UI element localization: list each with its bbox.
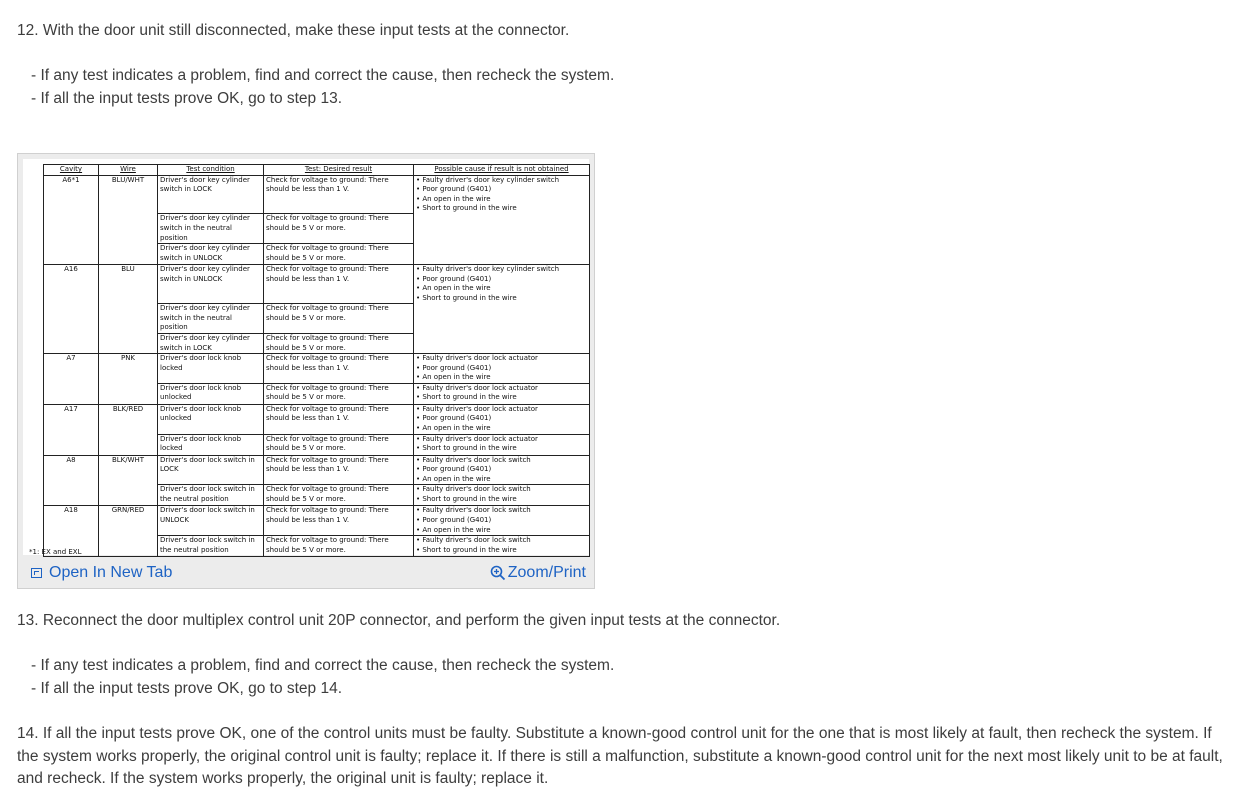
table-row xyxy=(44,404,590,434)
zoom-icon xyxy=(490,565,506,581)
test-condition-cell: Driver's door lock switch in the neutral position xyxy=(158,536,264,557)
desired-result-cell: Check for voltage to ground: There should be less than 1 V. xyxy=(264,404,414,434)
wire-cell xyxy=(99,383,158,404)
wire-cell xyxy=(99,333,158,353)
possible-cause-cell xyxy=(414,214,590,244)
step-13-bullet: - If any test indicates a problem, find and correct the cause, then recheck the system. xyxy=(31,657,615,674)
cause-item: • Faulty driver's door lock switch xyxy=(416,455,531,464)
cause-item: • Poor ground (G401) xyxy=(416,465,492,474)
wire-cell xyxy=(99,214,158,244)
desired-result-cell: Check for voltage to ground: There should be 5 V or more. xyxy=(264,214,414,244)
test-condition-cell: Driver's door key cylinder switch in LOCK xyxy=(158,333,264,353)
desired-result-cell: Check for voltage to ground: There should be 5 V or more. xyxy=(264,536,414,557)
cause-item: • Faulty driver's door lock actuator xyxy=(416,434,538,443)
possible-cause-cell xyxy=(414,333,590,353)
table-row xyxy=(44,434,590,455)
cause-item: • Faulty driver's door lock switch xyxy=(416,506,531,515)
cause-item: • An open in the wire xyxy=(416,373,491,382)
wire-cell: BLU/WHT xyxy=(99,175,158,214)
cavity-cell: A7 xyxy=(44,354,99,384)
cause-item: • Faulty driver's door lock actuator xyxy=(416,383,538,392)
input-test-table-image xyxy=(23,159,589,555)
cavity-cell: A18 xyxy=(44,506,99,536)
cavity-cell: A8 xyxy=(44,455,99,485)
desired-result-cell: Check for voltage to ground: There should be 5 V or more. xyxy=(264,304,414,334)
possible-cause-cell xyxy=(414,455,590,485)
zoom-print-label: Zoom/Print xyxy=(507,564,586,581)
desired-result-cell: Check for voltage to ground: There should be less than 1 V. xyxy=(264,265,414,304)
test-condition-cell: Driver's door key cylinder switch in UNLOCK xyxy=(158,265,264,304)
wire-cell xyxy=(99,304,158,334)
header-test-condition: Test condition xyxy=(158,165,264,176)
table-row xyxy=(44,244,590,265)
cause-item: • Short to ground in the wire xyxy=(416,495,517,504)
cause-item: • Short to ground in the wire xyxy=(416,545,517,554)
table-row xyxy=(44,214,590,244)
header-desired-result: Test: Desired result xyxy=(264,165,414,176)
cause-item: • An open in the wire xyxy=(416,474,491,483)
cause-item: • Short to ground in the wire xyxy=(416,294,517,303)
cause-item: • Poor ground (G401) xyxy=(416,414,492,423)
cause-item: • An open in the wire xyxy=(416,424,491,433)
figure-container xyxy=(17,153,595,589)
step-14-text: 14. If all the input tests prove OK, one of the control units must be faulty. Substitute a known-good control unit for the one that is most likely at fault, then recheck the system. If the system works properly, the original control unit is faulty; replace it. If there is still a malfunction, substitute a known-good control unit for the next most likely unit to be at fault, and recheck. If the system works properly, the original unit is faulty; replace it. xyxy=(17,725,1223,787)
desired-result-cell: Check for voltage to ground: There should be 5 V or more. xyxy=(264,485,414,506)
step-12-text: 12. With the door unit still disconnected, make these input tests at the connector. xyxy=(17,22,570,39)
cavity-cell xyxy=(44,244,99,265)
test-condition-cell: Driver's door lock knob unlocked xyxy=(158,383,264,404)
wire-cell: PNK xyxy=(99,354,158,384)
zoom-print-link[interactable] xyxy=(490,564,586,582)
test-condition-cell: Driver's door lock switch in the neutral position xyxy=(158,485,264,506)
cause-item: • Faulty driver's door lock actuator xyxy=(416,354,538,363)
cavity-cell xyxy=(44,485,99,506)
wire-cell: GRN/RED xyxy=(99,506,158,536)
test-condition-cell: Driver's door lock knob locked xyxy=(158,434,264,455)
cause-item: • An open in the wire xyxy=(416,525,491,534)
wire-cell xyxy=(99,244,158,265)
cause-item: • Poor ground (G401) xyxy=(416,516,492,525)
figure-toolbar xyxy=(18,558,594,588)
possible-cause-cell xyxy=(414,383,590,404)
cause-item: • Short to ground in the wire xyxy=(416,444,517,453)
desired-result-cell: Check for voltage to ground: There should be 5 V or more. xyxy=(264,383,414,404)
cause-item: • Faulty driver's door key cylinder switch xyxy=(416,175,560,184)
cavity-cell xyxy=(44,214,99,244)
cause-item: • An open in the wire xyxy=(416,284,491,293)
test-condition-cell: Driver's door key cylinder switch in LOCK xyxy=(158,175,264,214)
table-row xyxy=(44,485,590,506)
possible-cause-cell xyxy=(414,175,590,214)
cavity-cell xyxy=(44,434,99,455)
header-wire: Wire xyxy=(99,165,158,176)
table-row xyxy=(44,175,590,214)
cause-item: • Poor ground (G401) xyxy=(416,363,492,372)
test-condition-cell: Driver's door key cylinder switch in the neutral position xyxy=(158,214,264,244)
wire-cell: BLU xyxy=(99,265,158,304)
possible-cause-cell xyxy=(414,265,590,304)
test-condition-cell: Driver's door lock switch in UNLOCK xyxy=(158,506,264,536)
open-in-new-tab-link[interactable] xyxy=(31,564,172,582)
header-possible-cause: Possible cause if result is not obtained xyxy=(414,165,590,176)
wire-cell xyxy=(99,485,158,506)
step-13-text: 13. Reconnect the door multiplex control unit 20P connector, and perform the given input tests at the connector. xyxy=(17,612,781,629)
possible-cause-cell xyxy=(414,536,590,557)
table-footnote: *1: EX and EXL xyxy=(29,548,82,556)
test-condition-cell: Driver's door key cylinder switch in UNLOCK xyxy=(158,244,264,265)
cause-item: • Faulty driver's door lock actuator xyxy=(416,404,538,413)
open-tab-icon xyxy=(31,568,42,578)
table-row xyxy=(44,304,590,334)
cavity-cell: A17 xyxy=(44,404,99,434)
table-row xyxy=(44,536,590,557)
table-row xyxy=(44,383,590,404)
cause-item: • Faulty driver's door lock switch xyxy=(416,536,531,545)
header-cavity: Cavity xyxy=(44,165,99,176)
desired-result-cell: Check for voltage to ground: There should be less than 1 V. xyxy=(264,354,414,384)
cavity-cell xyxy=(44,333,99,353)
table-row xyxy=(44,333,590,353)
desired-result-cell: Check for voltage to ground: There should be 5 V or more. xyxy=(264,434,414,455)
test-condition-cell: Driver's door key cylinder switch in the neutral position xyxy=(158,304,264,334)
desired-result-cell: Check for voltage to ground: There should be 5 V or more. xyxy=(264,244,414,265)
wire-cell xyxy=(99,434,158,455)
cause-item: • Faulty driver's door lock switch xyxy=(416,485,531,494)
table-row xyxy=(44,455,590,485)
test-condition-cell: Driver's door lock knob locked xyxy=(158,354,264,384)
possible-cause-cell xyxy=(414,354,590,384)
possible-cause-cell xyxy=(414,404,590,434)
open-in-new-tab-label: Open In New Tab xyxy=(49,564,173,581)
desired-result-cell: Check for voltage to ground: There should be 5 V or more. xyxy=(264,333,414,353)
wire-cell xyxy=(99,536,158,557)
possible-cause-cell xyxy=(414,506,590,536)
possible-cause-cell xyxy=(414,244,590,265)
desired-result-cell: Check for voltage to ground: There should be less than 1 V. xyxy=(264,506,414,536)
cavity-cell: A6*1 xyxy=(44,175,99,214)
cause-item: • Short to ground in the wire xyxy=(416,204,517,213)
wire-cell: BLK/RED xyxy=(99,404,158,434)
wire-cell: BLK/WHT xyxy=(99,455,158,485)
cause-item: • Short to ground in the wire xyxy=(416,393,517,402)
test-condition-cell: Driver's door lock knob unlocked xyxy=(158,404,264,434)
cause-item: • Poor ground (G401) xyxy=(416,274,492,283)
table-row xyxy=(44,506,590,536)
test-condition-cell: Driver's door lock switch in LOCK xyxy=(158,455,264,485)
cause-item: • An open in the wire xyxy=(416,194,491,203)
desired-result-cell: Check for voltage to ground: There should be less than 1 V. xyxy=(264,175,414,214)
possible-cause-cell xyxy=(414,434,590,455)
cause-item: • Faulty driver's door key cylinder switch xyxy=(416,265,560,274)
cause-item: • Poor ground (G401) xyxy=(416,185,492,194)
cavity-cell xyxy=(44,383,99,404)
table-row xyxy=(44,265,590,304)
step-13-bullet: - If all the input tests prove OK, go to step 14. xyxy=(31,680,343,697)
table-row xyxy=(44,354,590,384)
cavity-cell xyxy=(44,304,99,334)
possible-cause-cell xyxy=(414,485,590,506)
desired-result-cell: Check for voltage to ground: There should be less than 1 V. xyxy=(264,455,414,485)
possible-cause-cell xyxy=(414,304,590,334)
cavity-cell: A16 xyxy=(44,265,99,304)
step-12-bullet: - If all the input tests prove OK, go to step 13. xyxy=(31,90,343,107)
input-test-table xyxy=(43,164,590,557)
step-12-bullet: - If any test indicates a problem, find and correct the cause, then recheck the system. xyxy=(31,67,615,84)
